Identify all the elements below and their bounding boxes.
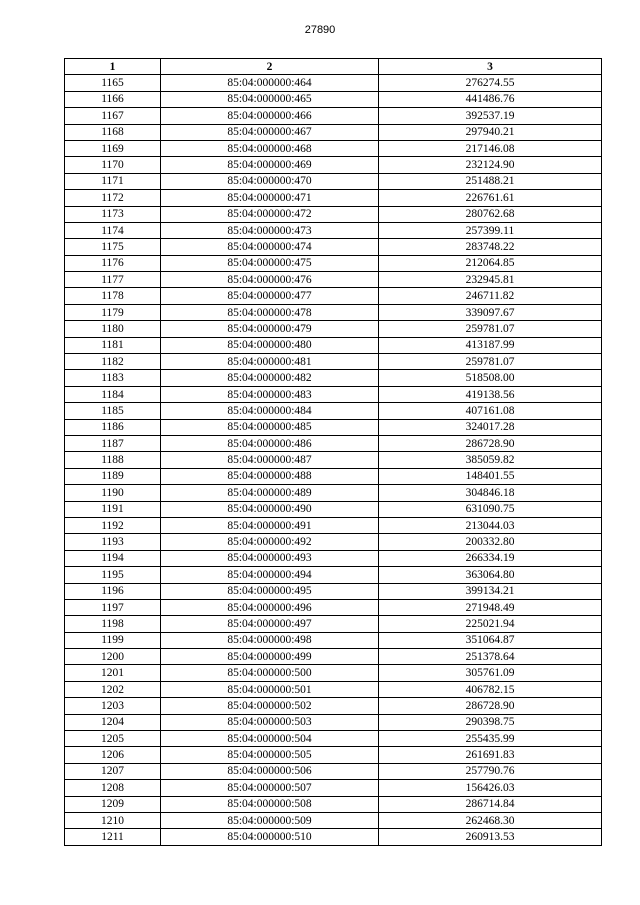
cadastral-number-cell: 85:04:000000:494 [161, 567, 379, 583]
row-number-cell: 1196 [65, 583, 161, 599]
row-number-cell: 1182 [65, 354, 161, 370]
value-cell: 399134.21 [379, 583, 602, 599]
table-row [65, 75, 602, 91]
table-row [65, 550, 602, 566]
value-cell: 392537.19 [379, 108, 602, 124]
table-row [65, 731, 602, 747]
cadastral-number-cell: 85:04:000000:508 [161, 796, 379, 812]
table-row [65, 173, 602, 189]
row-number-cell: 1165 [65, 75, 161, 91]
value-cell: 407161.08 [379, 403, 602, 419]
cadastral-number-cell: 85:04:000000:493 [161, 550, 379, 566]
row-number-cell: 1208 [65, 780, 161, 796]
cadastral-number-cell: 85:04:000000:475 [161, 255, 379, 271]
row-number-cell: 1168 [65, 124, 161, 140]
cadastral-number-cell: 85:04:000000:469 [161, 157, 379, 173]
table-body [65, 75, 602, 845]
row-number-cell: 1167 [65, 108, 161, 124]
row-number-cell: 1190 [65, 485, 161, 501]
value-cell: 251378.64 [379, 649, 602, 665]
table-row [65, 534, 602, 550]
row-number-cell: 1181 [65, 337, 161, 353]
value-cell: 213044.03 [379, 517, 602, 533]
cadastral-number-cell: 85:04:000000:477 [161, 288, 379, 304]
cadastral-number-cell: 85:04:000000:480 [161, 337, 379, 353]
value-cell: 259781.07 [379, 354, 602, 370]
cadastral-number-cell: 85:04:000000:501 [161, 681, 379, 697]
table-row [65, 599, 602, 615]
value-cell: 413187.99 [379, 337, 602, 353]
value-cell: 232124.90 [379, 157, 602, 173]
cadastral-number-cell: 85:04:000000:500 [161, 665, 379, 681]
cadastral-number-cell: 85:04:000000:471 [161, 190, 379, 206]
cadastral-number-cell: 85:04:000000:464 [161, 75, 379, 91]
table-row [65, 321, 602, 337]
value-cell: 260913.53 [379, 829, 602, 845]
cadastral-number-cell: 85:04:000000:503 [161, 714, 379, 730]
cadastral-number-cell: 85:04:000000:481 [161, 354, 379, 370]
value-cell: 261691.83 [379, 747, 602, 763]
cadastral-number-cell: 85:04:000000:491 [161, 517, 379, 533]
table-row [65, 337, 602, 353]
value-cell: 232945.81 [379, 272, 602, 288]
table-row [65, 501, 602, 517]
row-number-cell: 1169 [65, 140, 161, 156]
cadastral-number-cell: 85:04:000000:492 [161, 534, 379, 550]
table-row [65, 452, 602, 468]
table-row [65, 157, 602, 173]
cadastral-number-cell: 85:04:000000:486 [161, 435, 379, 451]
table-row [65, 91, 602, 107]
row-number-cell: 1178 [65, 288, 161, 304]
row-number-cell: 1202 [65, 681, 161, 697]
row-number-cell: 1206 [65, 747, 161, 763]
value-cell: 518508.00 [379, 370, 602, 386]
cadastral-number-cell: 85:04:000000:505 [161, 747, 379, 763]
row-number-cell: 1200 [65, 649, 161, 665]
value-cell: 271948.49 [379, 599, 602, 615]
table-row [65, 354, 602, 370]
table-row [65, 829, 602, 845]
row-number-cell: 1189 [65, 468, 161, 484]
cadastral-number-cell: 85:04:000000:502 [161, 698, 379, 714]
value-cell: 304846.18 [379, 485, 602, 501]
table-row [65, 190, 602, 206]
cadastral-number-cell: 85:04:000000:499 [161, 649, 379, 665]
page-number: 27890 [304, 24, 336, 36]
value-cell: 283748.22 [379, 239, 602, 255]
cadastral-number-cell: 85:04:000000:467 [161, 124, 379, 140]
table-row [65, 304, 602, 320]
row-number-cell: 1177 [65, 272, 161, 288]
row-number-cell: 1205 [65, 731, 161, 747]
cadastral-number-cell: 85:04:000000:474 [161, 239, 379, 255]
table-row [65, 567, 602, 583]
cadastral-number-cell: 85:04:000000:484 [161, 403, 379, 419]
value-cell: 200332.80 [379, 534, 602, 550]
value-cell: 419138.56 [379, 386, 602, 402]
table-header-row [65, 59, 602, 75]
cadastral-number-cell: 85:04:000000:487 [161, 452, 379, 468]
cadastral-number-cell: 85:04:000000:506 [161, 763, 379, 779]
row-number-cell: 1201 [65, 665, 161, 681]
row-number-cell: 1171 [65, 173, 161, 189]
table-row [65, 616, 602, 632]
value-cell: 262468.30 [379, 812, 602, 828]
column-header-1: 1 [65, 59, 161, 75]
table-row [65, 714, 602, 730]
cadastral-number-cell: 85:04:000000:466 [161, 108, 379, 124]
table-row [65, 239, 602, 255]
value-cell: 257399.11 [379, 222, 602, 238]
value-cell: 246711.82 [379, 288, 602, 304]
row-number-cell: 1197 [65, 599, 161, 615]
row-number-cell: 1194 [65, 550, 161, 566]
table-row [65, 698, 602, 714]
value-cell: 255435.99 [379, 731, 602, 747]
cadastral-number-cell: 85:04:000000:488 [161, 468, 379, 484]
cadastral-number-cell: 85:04:000000:478 [161, 304, 379, 320]
row-number-cell: 1175 [65, 239, 161, 255]
row-number-cell: 1172 [65, 190, 161, 206]
row-number-cell: 1204 [65, 714, 161, 730]
value-cell: 286728.90 [379, 435, 602, 451]
row-number-cell: 1166 [65, 91, 161, 107]
cadastral-number-cell: 85:04:000000:470 [161, 173, 379, 189]
table-row [65, 222, 602, 238]
table-row [65, 255, 602, 271]
value-cell: 363064.80 [379, 567, 602, 583]
table-row [65, 370, 602, 386]
row-number-cell: 1210 [65, 812, 161, 828]
cadastral-number-cell: 85:04:000000:489 [161, 485, 379, 501]
row-number-cell: 1179 [65, 304, 161, 320]
table-row [65, 796, 602, 812]
cadastral-number-cell: 85:04:000000:473 [161, 222, 379, 238]
value-cell: 290398.75 [379, 714, 602, 730]
value-cell: 212064.85 [379, 255, 602, 271]
value-cell: 251488.21 [379, 173, 602, 189]
cadastral-number-cell: 85:04:000000:509 [161, 812, 379, 828]
cadastral-number-cell: 85:04:000000:490 [161, 501, 379, 517]
row-number-cell: 1173 [65, 206, 161, 222]
cadastral-number-cell: 85:04:000000:472 [161, 206, 379, 222]
value-cell: 286714.84 [379, 796, 602, 812]
table-row [65, 140, 602, 156]
row-number-cell: 1174 [65, 222, 161, 238]
cadastral-number-cell: 85:04:000000:479 [161, 321, 379, 337]
table-row [65, 780, 602, 796]
cadastral-number-cell: 85:04:000000:468 [161, 140, 379, 156]
row-number-cell: 1180 [65, 321, 161, 337]
row-number-cell: 1170 [65, 157, 161, 173]
table-row [65, 583, 602, 599]
value-cell: 406782.15 [379, 681, 602, 697]
row-number-cell: 1176 [65, 255, 161, 271]
cadastral-number-cell: 85:04:000000:496 [161, 599, 379, 615]
value-cell: 339097.67 [379, 304, 602, 320]
table-row [65, 763, 602, 779]
table-row [65, 124, 602, 140]
column-header-3: 3 [379, 59, 602, 75]
table-row [65, 812, 602, 828]
row-number-cell: 1199 [65, 632, 161, 648]
table-row [65, 435, 602, 451]
cadastral-number-cell: 85:04:000000:485 [161, 419, 379, 435]
value-cell: 441486.76 [379, 91, 602, 107]
value-cell: 226761.61 [379, 190, 602, 206]
cadastral-number-cell: 85:04:000000:507 [161, 780, 379, 796]
table-row [65, 649, 602, 665]
cadastral-number-cell: 85:04:000000:497 [161, 616, 379, 632]
row-number-cell: 1185 [65, 403, 161, 419]
table-row [65, 272, 602, 288]
table-row [65, 108, 602, 124]
row-number-cell: 1192 [65, 517, 161, 533]
row-number-cell: 1184 [65, 386, 161, 402]
table-row [65, 665, 602, 681]
table-row [65, 747, 602, 763]
value-cell: 324017.28 [379, 419, 602, 435]
cadastral-number-cell: 85:04:000000:483 [161, 386, 379, 402]
cadastral-number-cell: 85:04:000000:465 [161, 91, 379, 107]
row-number-cell: 1209 [65, 796, 161, 812]
value-cell: 148401.55 [379, 468, 602, 484]
value-cell: 257790.76 [379, 763, 602, 779]
value-cell: 385059.82 [379, 452, 602, 468]
value-cell: 217146.08 [379, 140, 602, 156]
row-number-cell: 1211 [65, 829, 161, 845]
value-cell: 156426.03 [379, 780, 602, 796]
row-number-cell: 1187 [65, 435, 161, 451]
table-row [65, 419, 602, 435]
value-cell: 297940.21 [379, 124, 602, 140]
row-number-cell: 1183 [65, 370, 161, 386]
cadastral-number-cell: 85:04:000000:482 [161, 370, 379, 386]
row-number-cell: 1186 [65, 419, 161, 435]
table-row [65, 485, 602, 501]
cadastral-number-cell: 85:04:000000:495 [161, 583, 379, 599]
table-row [65, 403, 602, 419]
value-cell: 266334.19 [379, 550, 602, 566]
row-number-cell: 1203 [65, 698, 161, 714]
cadastral-number-cell: 85:04:000000:498 [161, 632, 379, 648]
column-header-2: 2 [161, 59, 379, 75]
row-number-cell: 1191 [65, 501, 161, 517]
value-cell: 631090.75 [379, 501, 602, 517]
value-cell: 305761.09 [379, 665, 602, 681]
table-row [65, 632, 602, 648]
value-cell: 259781.07 [379, 321, 602, 337]
value-cell: 280762.68 [379, 206, 602, 222]
table-row [65, 288, 602, 304]
data-table [64, 58, 602, 846]
table-row [65, 681, 602, 697]
row-number-cell: 1188 [65, 452, 161, 468]
cadastral-number-cell: 85:04:000000:510 [161, 829, 379, 845]
row-number-cell: 1207 [65, 763, 161, 779]
value-cell: 225021.94 [379, 616, 602, 632]
row-number-cell: 1198 [65, 616, 161, 632]
table-row [65, 206, 602, 222]
table-row [65, 386, 602, 402]
value-cell: 276274.55 [379, 75, 602, 91]
cadastral-number-cell: 85:04:000000:504 [161, 731, 379, 747]
value-cell: 286728.90 [379, 698, 602, 714]
value-cell: 351064.87 [379, 632, 602, 648]
row-number-cell: 1195 [65, 567, 161, 583]
table-row [65, 517, 602, 533]
cadastral-number-cell: 85:04:000000:476 [161, 272, 379, 288]
row-number-cell: 1193 [65, 534, 161, 550]
table-row [65, 468, 602, 484]
